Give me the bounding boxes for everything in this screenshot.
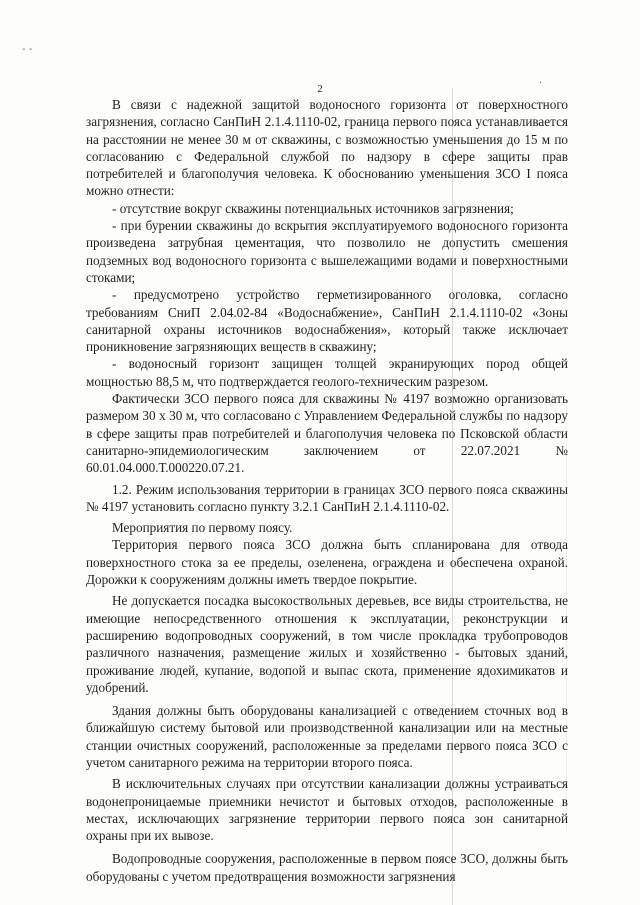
paragraph-actual-zone: Фактически ЗСО первого пояса для скважины № 4197 возможно организовать размером 30 х 30 м, что согласовано с Управлением Федеральной службы по надзору в сфере защиты прав потребителей и благополучия человека по Псковской области санитарно-эпидемиологическим заключением от 22.07.2021 № 60.01.04.000.Т.000220.07.21. xyxy=(86,391,568,476)
page-number: 2 xyxy=(317,83,323,95)
scan-mark-top-right: · xyxy=(539,78,543,89)
paragraph-measures-heading: Мероприятия по первому поясу. xyxy=(112,520,293,536)
list-item-wellhead: - предусмотрено устройство герметизированного оголовка, согласно требованиям СниП 2.04.02-84 «Водоснабжение», СанПиН 2.1.4.1110-02 «Зоны санитарной охраны источников водоснабжения», который также исключает проникновение загрязняющих веществ в скважину; xyxy=(86,287,568,355)
scan-mark-top-left: - - xyxy=(22,44,33,55)
paragraph-buildings: Здания должны быть оборудованы канализацией с отведением сточных вод в ближайшую систему бытовой или производственной канализации или на местные станции очистных сооружений, расположенные за пределами первого пояса ЗСО с учетом санитарного режима на территории второго пояса. xyxy=(86,703,568,770)
document-body xyxy=(86,96,568,885)
paragraph-section-1-2: 1.2. Режим использования территории в границах ЗСО первого пояса скважины № 4197 установить согласно пункту 3.2.1 СанПиН 2.1.4.1110-02. xyxy=(86,481,568,514)
paragraph-water-structures: Водопроводные сооружения, расположенные в первом поясе ЗСО, должны быть оборудованы с учетом предотвращения возможности загрязнения xyxy=(86,851,568,884)
paragraph-intro: В связи с надежной защитой водоносного горизонта от поверхностного загрязнения, согласно СанПиН 2.1.4.1110-02, граница первого пояса устанавливается на расстоянии не менее 30 м от скважины, с возможностью уменьшения до 15 м по согласованию с Федеральной службой по надзору в сфере защиты прав потребителей и благополучия человека. К обоснованию уменьшения ЗСО I пояса можно отнести: xyxy=(86,97,568,199)
list-item-no-sources: - отсутствие вокруг скважины потенциальных источников загрязнения; xyxy=(112,200,514,216)
list-item-protection-layer: - водоносный горизонт защищен толщей экранирующих пород общей мощностью 88,5 м, что подтверждается геолого-техническим разрезом. xyxy=(86,356,568,389)
paragraph-territory: Территория первого пояса ЗСО должна быть спланирована для отвода поверхностного стока за ее пределы, озеленена, ограждена и обеспечена охраной. Дорожки к сооружениям должны иметь твердое покрытие. xyxy=(86,537,568,588)
paragraph-exceptional-cases: В исключительных случаях при отсутствии канализации должны устраиваться водонепроницаемые приемники нечистот и бытовых отходов, расположенные в местах, исключающих загрязнение территории первого пояса зон санитарной охраны при их вывозе. xyxy=(86,776,568,844)
list-item-cementation: - при бурении скважины до вскрытия эксплуатируемого водоносного горизонта произведена затрубная цементация, что позволило не допустить смешения подземных вод водоносного горизонта с вышележащими водами и поверхностными стоками; xyxy=(86,218,568,285)
paragraph-prohibitions: Не допускается посадка высокоствольных деревьев, все виды строительства, не имеющие непосредственного отношения к эксплуатации, реконструкции и расширению водопроводных сооружений, в том числе прокладка трубопроводов различного назначения, размещение жилых и хозяйственно - бытовых зданий, проживание людей, купание, водопой и выпас скота, применение ядохимикатов и удобрений. xyxy=(86,593,568,695)
